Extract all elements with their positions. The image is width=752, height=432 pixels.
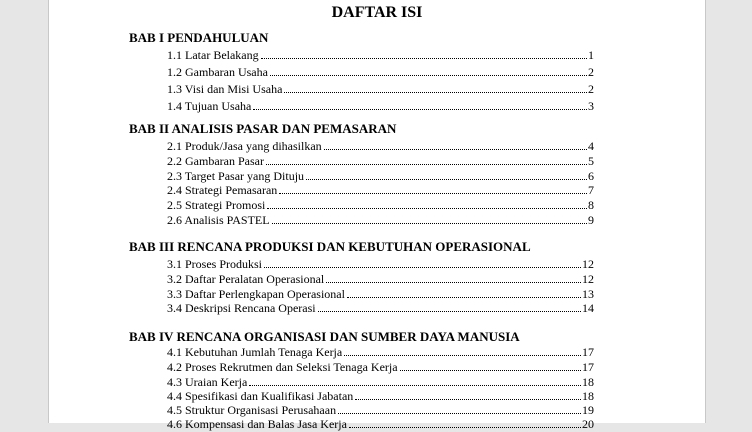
dot-leader [264,256,581,268]
toc-entry-page: 12 [582,272,594,286]
toc-entry-page: 18 [582,375,594,389]
toc-entry-page: 18 [582,389,594,403]
dot-leader [400,359,581,371]
toc-entry-label: 2.3 Target Pasar yang Dituju [167,169,305,183]
toc-entry-page: 17 [582,345,594,359]
chapter-heading: BAB I PENDAHULUAN [129,30,269,45]
toc-entry-label: 1.2 Gambaran Usaha [167,65,268,79]
toc-entry[interactable] [167,168,594,183]
toc-entry[interactable] [167,344,594,359]
toc-entry-page: 2 [588,82,594,96]
toc-entry-label: 4.4 Spesifikasi dan Kualifikasi Jabatan [167,389,354,403]
toc-entry-label: 1.1 Latar Belakang [167,48,259,62]
dot-leader [344,344,581,356]
dot-leader [261,47,587,59]
toc-entry[interactable] [167,286,594,301]
dot-leader [249,374,581,386]
toc-entry[interactable] [167,300,594,315]
dot-leader [324,138,587,150]
toc-entry-page: 19 [582,403,594,417]
toc-entry-page: 7 [588,183,594,197]
toc-entry-page: 4 [588,139,594,153]
toc-entry[interactable] [167,182,594,197]
toc-entry-page: 8 [588,198,594,212]
dot-leader [266,153,587,165]
dot-leader [338,402,581,414]
toc-entry-label: 3.1 Proses Produksi [167,257,263,271]
chapter-heading: BAB II ANALISIS PASAR DAN PEMASARAN [129,121,397,136]
dot-leader [272,212,587,224]
toc-entry[interactable] [167,416,594,431]
toc-entry-label: 3.2 Daftar Peralatan Operasional [167,272,325,286]
toc-entry[interactable] [167,359,594,374]
dot-leader [270,64,587,76]
toc-entry-page: 9 [588,213,594,227]
toc-entry-page: 5 [588,154,594,168]
toc-entry-label: 3.4 Deskripsi Rencana Operasi [167,301,316,315]
toc-entry-label: 2.4 Strategi Pemasaran [167,183,278,197]
toc-entry-page: 17 [582,360,594,374]
toc-entry-page: 2 [588,65,594,79]
toc-entry-page: 6 [588,169,594,183]
toc-entry-page: 14 [582,301,594,315]
toc-entry[interactable] [167,81,594,96]
toc-entry[interactable] [167,271,594,286]
document-page [48,0,706,431]
toc-entry-label: 2.5 Strategi Promosi [167,198,266,212]
toc-entry-label: 2.2 Gambaran Pasar [167,154,264,168]
toc-entry[interactable] [167,98,594,113]
toc-entry-label: 1.4 Tujuan Usaha [167,99,252,113]
toc-entry-page: 12 [582,257,594,271]
toc-entry[interactable] [167,256,594,271]
dot-leader [326,271,581,283]
dot-leader [318,300,581,312]
toc-entry[interactable] [167,153,594,168]
toc-entry-page: 20 [582,417,594,431]
toc-entry[interactable] [167,402,594,417]
dot-leader [347,286,581,298]
toc-entry-label: 2.1 Produk/Jasa yang dihasilkan [167,139,322,153]
toc-entry-label: 4.2 Proses Rekrutmen dan Seleksi Tenaga Kerja [167,360,398,374]
toc-entry-label: 2.6 Analisis PASTEL [167,213,270,227]
toc-entry[interactable] [167,388,594,403]
dot-leader [267,197,587,209]
dot-leader [306,168,587,180]
toc-entry-page: 1 [588,48,594,62]
toc-entry-label: 4.1 Kebutuhan Jumlah Tenaga Kerja [167,345,343,359]
toc-entry[interactable] [167,212,594,227]
toc-entry-label: 4.5 Struktur Organisasi Perusahaan [167,403,337,417]
toc-entry[interactable] [167,47,594,62]
chapter-heading: BAB III RENCANA PRODUKSI DAN KEBUTUHAN OPERASIONAL [129,239,531,254]
toc-entry[interactable] [167,138,594,153]
toc-entry-label: 4.6 Kompensasi dan Balas Jasa Kerja [167,417,347,431]
toc-entry-label: 1.3 Visi dan Misi Usaha [167,82,283,96]
page-title: DAFTAR ISI [331,4,423,21]
toc-entry[interactable] [167,197,594,212]
dot-leader [284,81,587,93]
toc-entry-label: 3.3 Daftar Perlengkapan Operasional [167,287,345,301]
dot-leader [253,98,587,110]
toc-entry-page: 13 [582,287,594,301]
toc-entry[interactable] [167,374,594,389]
toc-entry-label: 4.3 Uraian Kerja [167,375,248,389]
dot-leader [355,388,581,400]
chapter-heading: BAB IV RENCANA ORGANISASI DAN SUMBER DAYA MANUSIA [129,329,520,344]
dot-leader [279,182,587,194]
toc-entry-page: 3 [588,99,594,113]
toc-entry[interactable] [167,64,594,79]
dot-leader [349,416,581,428]
